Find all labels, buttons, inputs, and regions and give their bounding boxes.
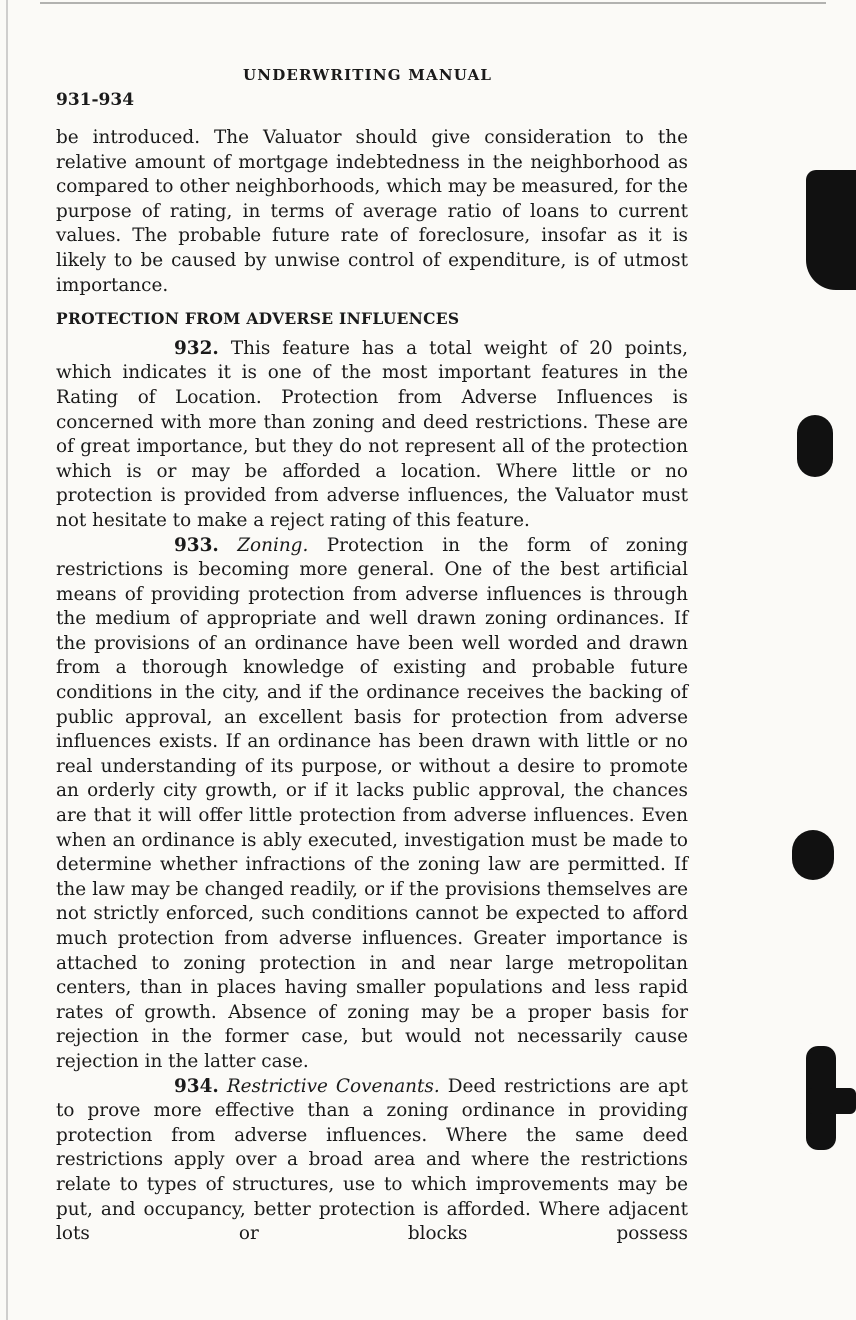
continuation-paragraph: be introduced. The Valuator should give consideration to the relative amount of mortgage indebtedness in the neighborhood as compared to other neighborhoods, which may be measured, for the purpose of rating, in terms of average ratio of loans to current values. The probable future rate of foreclosure, insofar as it is likely to be caused by unwise control of expenditure, is of utmost importance.: [56, 127, 688, 296]
section-heading: PROTECTION FROM ADVERSE INFLUENCES: [56, 309, 460, 329]
paragraph-932: [56, 337, 688, 534]
paragraph-text: Deed restrictions are apt to prove more effective than a zoning ordinance in providing protection from adverse influences. Where the same deed restrictions apply over a broad area and where the restrictions relate to types of structures, use to which improvements may be put, and occupancy, better protection is afforded. Where adjacent lots or blocks possess: [56, 1075, 688, 1245]
paragraph-number: 932.: [174, 337, 219, 359]
scan-left-edge: [6, 0, 8, 1320]
paragraph-title: Zoning.: [237, 534, 309, 556]
paragraph-number: 934.: [174, 1075, 219, 1097]
paragraph-934: [56, 1075, 688, 1247]
paragraph-933: [56, 534, 688, 1075]
binder-hole-mark: [806, 1088, 856, 1114]
running-head: UNDERWRITING MANUAL: [243, 66, 493, 84]
binder-hole-mark: [797, 415, 833, 477]
body-text: [56, 126, 688, 1247]
paragraph-title: Restrictive Covenants.: [226, 1075, 440, 1097]
binder-hole-mark: [806, 170, 856, 290]
paragraph-text: This feature has a total weight of 20 points, which indicates it is one of the most important features in the Rating of Location. Protection from Adverse Influences is concerned with more than zoning and deed restrictions. These are of great importance, but they do not represent all of the protection which is or may be afforded a location. Where little or no protection is provided from adverse influences, the Valuator must not hesitate to make a reject rating of this feature.: [56, 337, 688, 531]
binder-hole-mark: [792, 830, 834, 880]
paragraph-number: 933.: [174, 534, 219, 556]
scan-top-edge: [40, 2, 826, 4]
page-range: 931-934: [56, 90, 135, 110]
paragraph-text: Protection in the form of zoning restrictions is becoming more general. One of the best artificial means of providing protection from adverse influences is through the medium of appropriate and well drawn zoning ordinances. If the provisions of an ordinance have been well worded and drawn from a thorough knowledge of existing and probable future conditions in the city, and if the ordinance receives the backing of public approval, an excellent basis for protection from adverse influences exists. If an ordinance has been drawn with little or no real understanding of its purpose, or without a desire to promote an orderly city growth, or if it lacks public approval, the chances are that it will offer little protection from adverse influences. Even when an ordinance is ably executed, investigation must be made to determine whether infractions of the zoning law are permitted. If the law may be changed readily, or if the provisions themselves are not strictly enforced, such conditions cannot be expected to afford much protection from adverse influences. Greater importance is attached to zoning protection in and near large metropolitan centers, than in places having smaller populations and less rapid rates of growth. Absence of zoning may be a proper basis for rejection in the former case, but would not necessarily cause rejection in the latter case.: [56, 534, 688, 1072]
